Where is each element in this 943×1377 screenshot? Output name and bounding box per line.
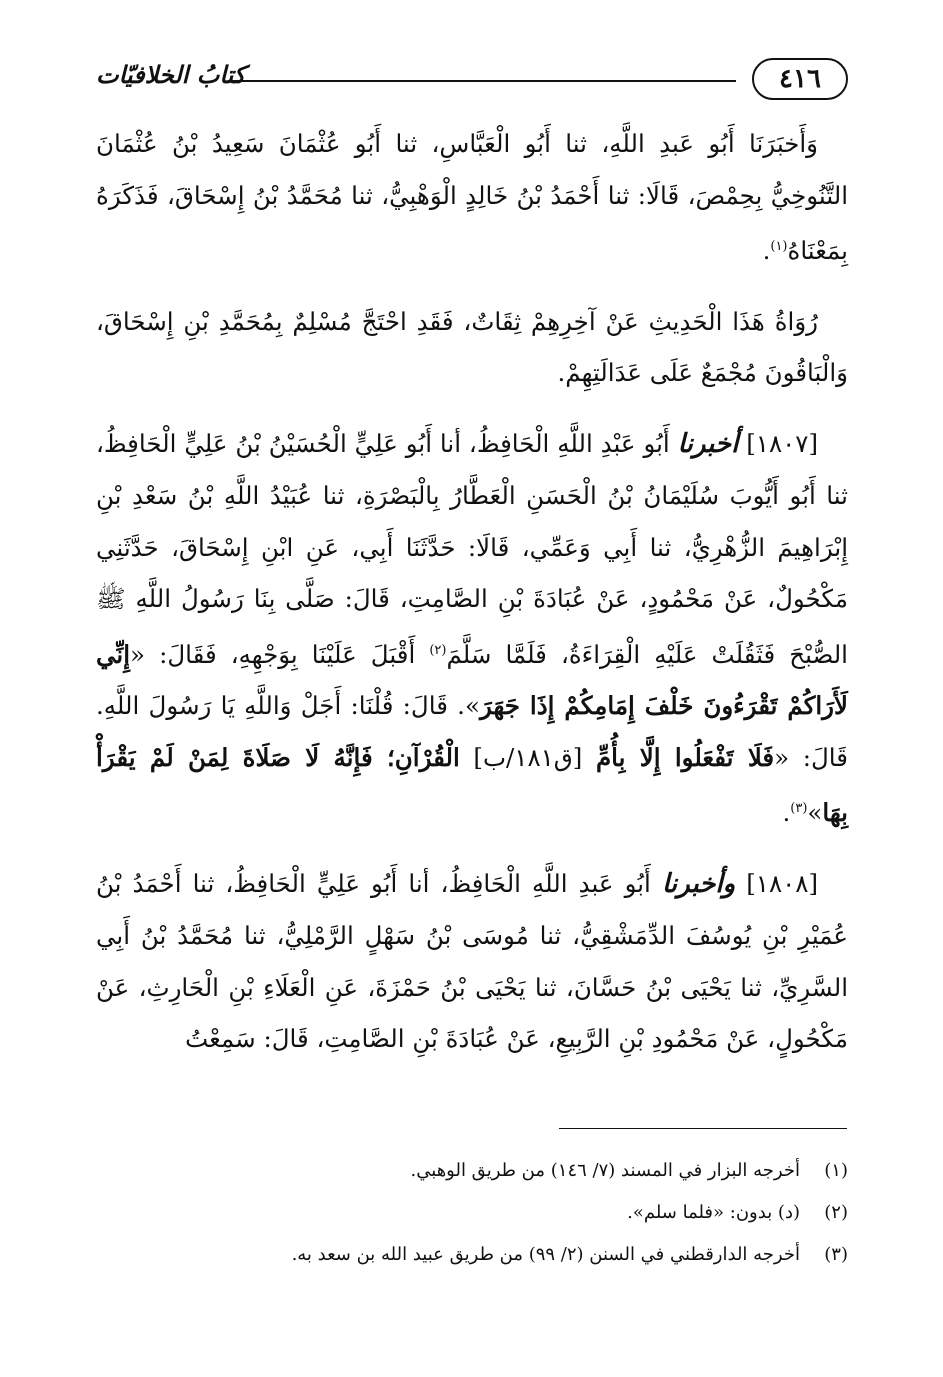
book-title: كتابُ الخلافيّات bbox=[96, 60, 246, 89]
footnote-number: (١) bbox=[824, 1160, 848, 1181]
footnote-2 bbox=[96, 1192, 848, 1234]
footnote-ref-2: (٢) bbox=[429, 642, 447, 658]
footnote-separator bbox=[559, 1128, 847, 1129]
isnad-1807: أَبُو عَبْدِ اللَّهِ الْحَافِظُ، أنا أَبُو عَلِيٍّ الْحُسَيْنُ بْنُ عَلِيٍّ الْحَافِظُ، ثنا أَبُو أَيُّوبَ سُلَيْمَانُ بْنُ الْحَسَنِ الْعَطَّارُ بِالْبَصْرَةِ، ثنا عُبَيْدُ اللَّهِ بْنُ سَعْدِ بْنِ إِبْرَاهِيمَ الزُّهْرِيُّ، ثنا أَبِي وَعَمِّي، قَالَا: حَدَّثَنَا أَبِي، عَنِ ابْنِ إِسْحَاقَ، حَدَّثَنِي مَكْحُولٌ، عَنْ مَحْمُودٍ، عَنْ عُبَادَةَ بْنِ الصَّامِتِ، قَالَ: صَلَّى بِنَا رَسُولُ اللَّهِ ﷺ الصُّبْحَ فَثَقُلَتْ عَلَيْهِ الْقِرَاءَةُ، فَلَمَّا سَلَّمَ bbox=[96, 428, 848, 669]
hadith-text-3: الْقُرْآنِ؛ فَإِنَّهُ لَا صَلَاةَ لِمَنْ لَمْ يَقْرَأْ بِهَا bbox=[96, 742, 848, 828]
quote-close: » bbox=[807, 798, 823, 828]
footnote-number: (٢) bbox=[824, 1202, 848, 1223]
header-rule bbox=[228, 80, 736, 82]
paragraph-1 bbox=[96, 118, 848, 277]
footnote-ref-1: (١) bbox=[770, 239, 788, 254]
footnote-text: (د) بدون: «فلما سلم». bbox=[627, 1202, 800, 1223]
isnad-1807-cont: أَقْبَلَ عَلَيْنَا بِوَجْهِهِ، فَقَالَ: « bbox=[130, 639, 430, 669]
wa-akhbarana-keyword: وأخبرنا bbox=[661, 868, 736, 899]
isnad-1808: أَبُو عَبدِ اللَّهِ الْحَافِظُ، أنا أَبُو عَلِيٍّ الْحَافِظُ، ثنا أَحْمَدُ بْنُ عُمَيْرِ بْنِ يُوسُفَ الدِّمَشْقِيُّ، ثنا مُوسَى بْنُ سَهْلٍ الرَّمْلِيُّ، ثنا مُحَمَّدُ بْنُ أَبِي السَّرِيِّ، ثنا يَحْيَى بْنُ حَسَّانَ، ثنا يَحْيَى بْنُ حَمْزَةَ، عَنِ الْعَلَاءِ بْنِ الْحَارِثِ، عَنْ مَكْحُولٍ، عَنْ مَحْمُودِ بْنِ الرَّبِيعِ، عَنْ عُبَادَةَ بْنِ الصَّامِتِ، قَالَ: سَمِعْتُ bbox=[96, 868, 848, 1054]
footnote-number: (٣) bbox=[824, 1244, 848, 1265]
main-text bbox=[96, 118, 848, 1084]
footnote-1 bbox=[96, 1150, 848, 1192]
hadith-text-1: إِنِّي لَأَرَاكُمْ تَقْرَءُونَ خَلْفَ إِمَامِكُمْ إِذَا جَهَرَ bbox=[96, 639, 848, 721]
paragraph-1-end: . bbox=[762, 236, 771, 266]
footnote-text: أخرجه الدارقطني في السنن (٢/ ٩٩) من طريق عبيد الله بن سعد به. bbox=[291, 1244, 800, 1265]
footnote-text: أخرجه البزار في المسند (٧/ ١٤٦) من طريق الوهبي. bbox=[410, 1160, 800, 1181]
footnote-ref-3: (٣) bbox=[790, 801, 808, 817]
paragraph-2: رُوَاةُ هَذَا الْحَدِيثِ عَنْ آخِرِهِمْ ثِقَاتٌ، فَقَدِ احْتَجَّ مُسْلِمٌ بِمُحَمَّدِ بْنِ إِسْحَاقَ، وَالْبَاقُونَ مُجْمَعٌ عَلَى عَدَالَتِهِمْ. bbox=[96, 306, 848, 388]
hadith-number-1808: [١٨٠٨] bbox=[746, 868, 818, 898]
footnote-3 bbox=[96, 1234, 848, 1276]
hadith-1808 bbox=[96, 858, 848, 1065]
hadith-1807-end: . bbox=[782, 798, 791, 828]
footnotes bbox=[96, 1150, 848, 1276]
hadith-number-1807: [١٨٠٧] bbox=[746, 428, 818, 458]
akhbarana-keyword: أخبرنا bbox=[677, 428, 739, 459]
manuscript-ref: [ق١٨١/ب] bbox=[459, 742, 596, 772]
page-header bbox=[96, 58, 848, 102]
paragraph-1-text: وَأَخبَرَنَا أَبُو عَبدِ اللَّهِ، ثنا أَبُو الْعَبَّاسِ، ثنا أَبُو عُثْمَانَ سَعِيدُ بْنُ عُثْمَانَ التَّنُوخِيُّ بِحِمْصَ، قَالَا: ثنا أَحْمَدُ بْنُ خَالِدٍ الْوَهْبِيُّ، ثنا مُحَمَّدُ بْنُ إِسْحَاقَ، فَذَكَرَهُ بِمَعْنَاهُ bbox=[96, 129, 848, 266]
isnad-1807-cont2: ». قَالَ: قُلْنَا: أَجَلْ وَاللَّهِ يَا رَسُولَ اللَّهِ. قَالَ: « bbox=[96, 691, 848, 772]
hadith-1807 bbox=[96, 418, 848, 839]
page-number: ٤١٦ bbox=[752, 58, 848, 100]
hadith-text-2: فَلَا تَفْعَلُوا إِلَّا بِأُمِّ bbox=[595, 742, 775, 772]
